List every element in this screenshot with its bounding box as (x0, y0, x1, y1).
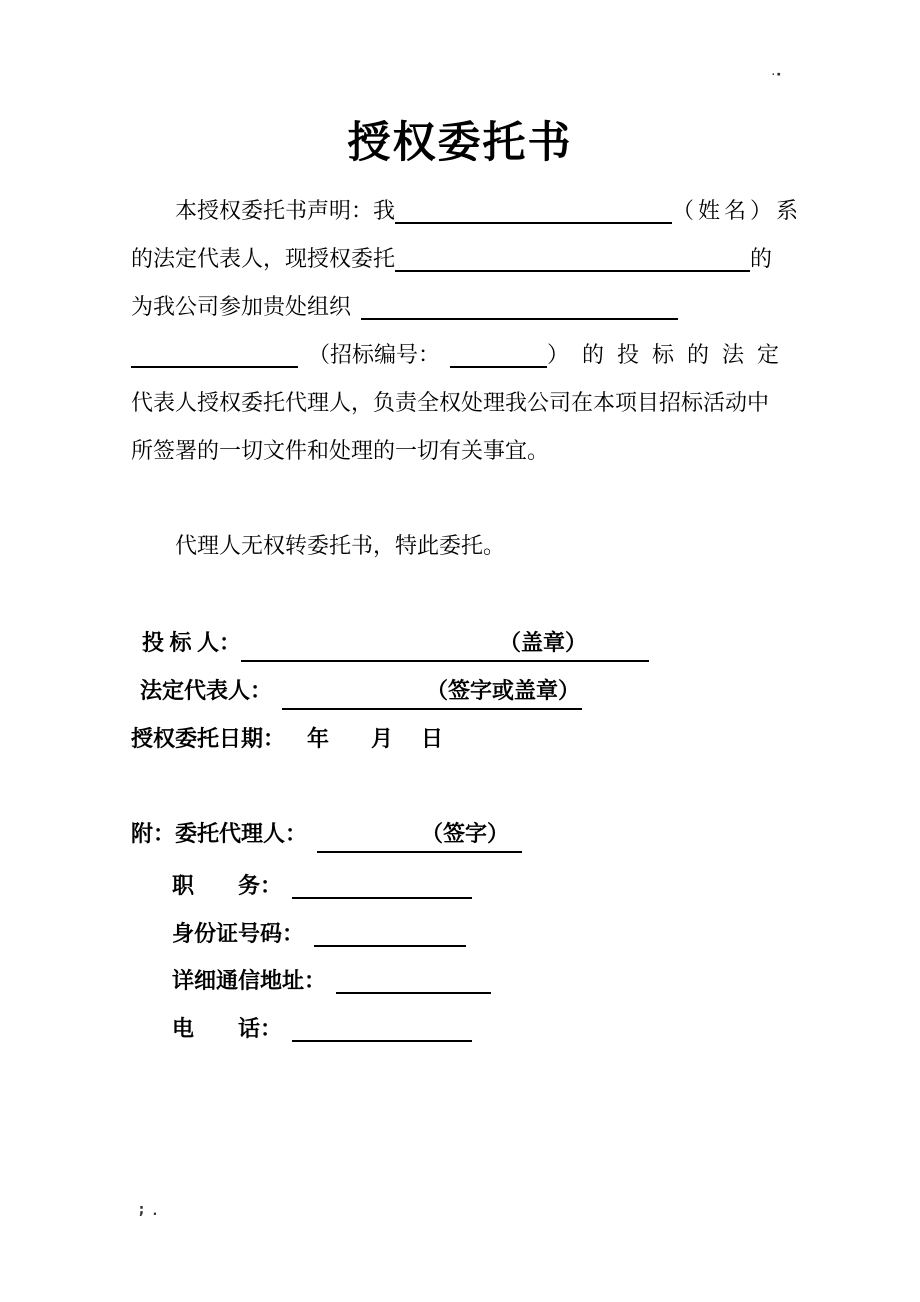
position-line (172, 871, 472, 901)
paragraph-line-5 (131, 388, 769, 418)
legal-rep-seal-hint: （签字或盖章） (426, 678, 581, 703)
bidder-label: 投 标 人： (142, 630, 242, 655)
agent-name-blank[interactable] (395, 262, 750, 272)
project-name-blank-2[interactable] (131, 358, 298, 368)
scan-artifact-bottom-dot: . (151, 1204, 159, 1219)
artifact-square: ▪ (776, 70, 781, 78)
date-line (131, 724, 443, 754)
line2-text: 的法定代表人，现授权委托 (131, 246, 396, 271)
agent-label: 附：委托代理人： (131, 821, 308, 846)
id-number-blank[interactable] (314, 937, 466, 947)
agent-fill-blank[interactable] (317, 819, 522, 853)
line4-text: （招标编号： (308, 342, 441, 367)
tender-number-blank[interactable] (450, 358, 547, 368)
line2-suffix: 的 (750, 246, 773, 271)
page-title: 授权委托书 (347, 120, 573, 167)
project-name-blank-1[interactable] (361, 310, 678, 320)
paragraph-line-6 (131, 436, 549, 466)
phone-label: 电 话： (172, 1016, 283, 1041)
id-number-line (172, 919, 466, 949)
legal-rep-label: 法定代表人： (140, 678, 273, 703)
artifact-dot: · (770, 68, 777, 81)
line5-text: 代表人授权委托代理人，负责全权处理我公司在本项目招标活动中 (131, 390, 770, 415)
paragraph-line-3 (131, 292, 678, 322)
phone-blank[interactable] (292, 1032, 472, 1042)
agent-line (131, 819, 522, 849)
line3-text: 为我公司参加贵处组织 (131, 294, 352, 319)
bidder-line (142, 628, 649, 658)
legal-rep-line (140, 676, 582, 706)
paragraph-line-4 (131, 340, 792, 370)
id-number-label: 身份证号码： (172, 921, 305, 946)
agent-sign-hint: （签字） (421, 821, 510, 846)
bidder-seal-hint: （盖章） (499, 630, 588, 655)
scan-artifact-bottom-semicolon: ; (137, 1200, 147, 1218)
scan-artifact-top-right (770, 68, 781, 81)
legal-rep-fill-blank[interactable] (282, 676, 582, 710)
line6-text: 所签署的一切文件和处理的一切有关事宜。 (131, 438, 550, 463)
paragraph-line-2 (131, 244, 772, 274)
date-label: 授权委托日期： (131, 726, 286, 751)
declaration-text: 代理人无权转委托书，特此委托。 (175, 533, 506, 558)
bidder-fill-blank[interactable] (241, 628, 649, 662)
month-label: 月 (371, 726, 394, 751)
day-label: 日 (421, 726, 444, 751)
position-label: 职 务： (172, 873, 283, 898)
position-blank[interactable] (292, 889, 472, 899)
address-blank[interactable] (336, 984, 491, 994)
phone-line (172, 1014, 472, 1044)
paragraph-line-1 (131, 196, 802, 226)
line1-text: 本授权委托书声明：我 (175, 198, 396, 223)
address-line (172, 966, 491, 996)
declaration-line (131, 531, 505, 561)
address-label: 详细通信地址： (172, 968, 327, 993)
principal-name-blank[interactable] (395, 214, 672, 224)
year-label: 年 (307, 726, 330, 751)
line4-suffix: ）的投标的法定 (547, 342, 793, 367)
line1-suffix: （姓名）系 (672, 198, 803, 223)
